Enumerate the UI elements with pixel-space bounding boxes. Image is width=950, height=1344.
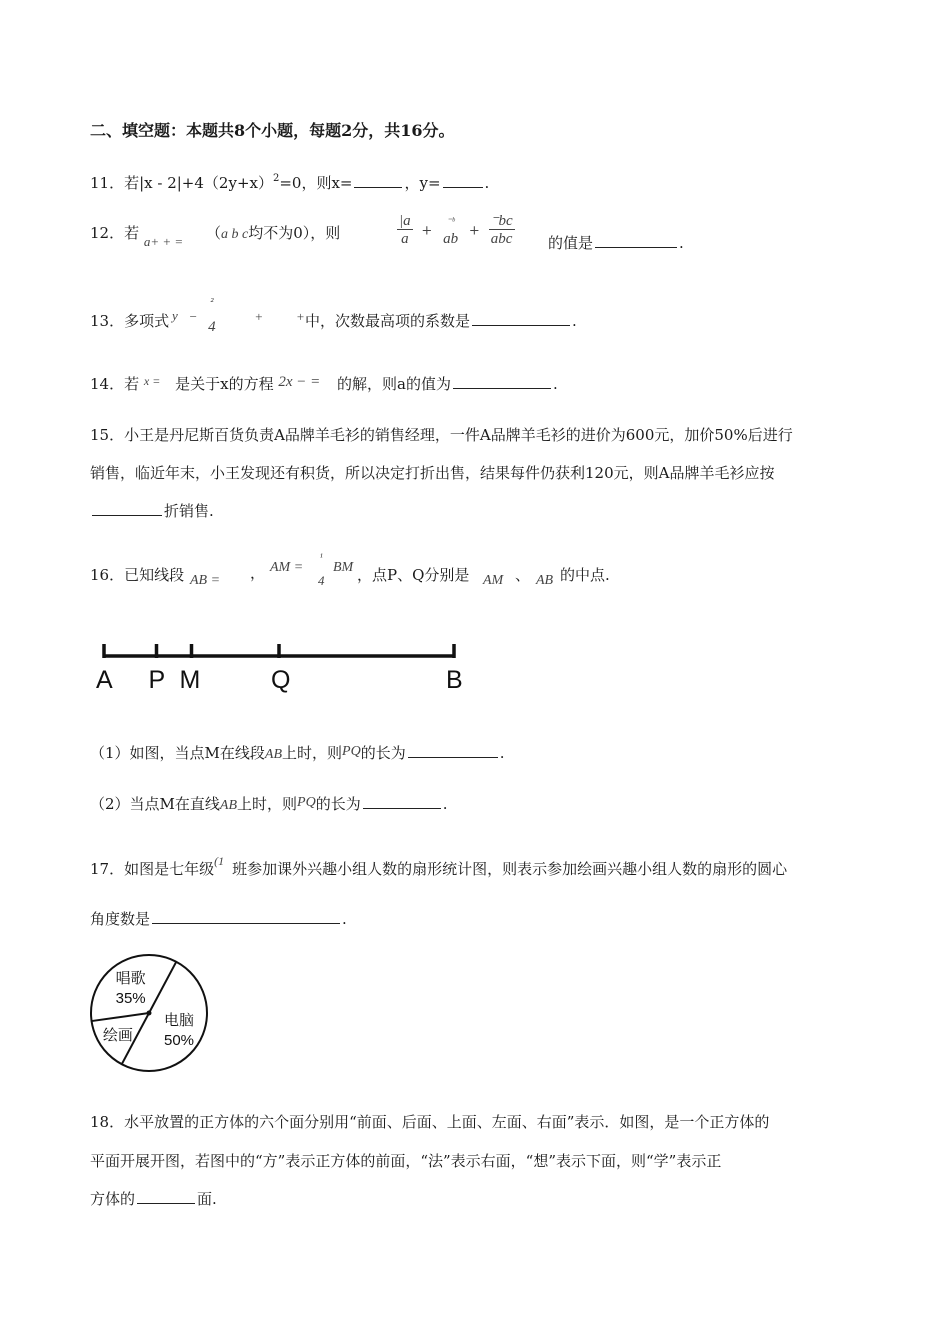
- question-16: [90, 564, 184, 585]
- q16-am-eq: AM =: [270, 560, 304, 575]
- q12-fraction-3: [489, 213, 515, 248]
- q17-text-b: 班参加课外兴趣小组人数的扇形统计图，则表示参加绘画兴趣小组人数的扇形的圆心: [232, 860, 788, 878]
- q12-blank[interactable]: [595, 233, 677, 248]
- q16-1-text-c: 的长为: [360, 744, 406, 762]
- q16-am: AM: [483, 573, 504, 588]
- q12-f3-den: abc: [490, 231, 513, 247]
- q14-equation: 2x − =: [278, 374, 321, 390]
- q13-text-b: 中，次数最高项的系数是: [305, 312, 471, 330]
- q12-tail: [548, 232, 684, 253]
- q15-line-2: 销售，临近年末，小王发现还有积货，所以决定打折出售，结果每件仍获利120元，则A品牌羊毛衫应按: [90, 464, 775, 482]
- q15-line-1: 15．小王是丹尼斯百货负责A品牌羊毛衫的销售经理，一件A品牌羊毛衫的进价为600元，加价50%后进行: [90, 426, 793, 444]
- q17-class: (1: [214, 854, 225, 868]
- q12-condition: 均不为0），则: [248, 224, 341, 242]
- q11-blank-x[interactable]: [354, 173, 402, 188]
- q16-frac-den: 4: [318, 573, 325, 588]
- q14-text-a: 是关于x的方程: [175, 375, 274, 393]
- q15-blank[interactable]: [92, 501, 162, 516]
- segment-label-b: B: [446, 666, 463, 694]
- q16-1-pq: PQ: [342, 744, 361, 759]
- question-16-2: [90, 793, 448, 814]
- q12-tail-text: 的值是: [548, 234, 594, 252]
- pie-center: [147, 1011, 152, 1016]
- q16-1-text-a: （1）如图，当点M在线段: [90, 744, 265, 762]
- q11-blank-y[interactable]: [443, 173, 483, 188]
- pie-label-1: 电脑: [164, 1011, 195, 1029]
- question-14: [90, 373, 558, 394]
- question-16-1: [90, 742, 505, 763]
- q17-number: 17．: [90, 860, 125, 878]
- q16-text-c: 的中点.: [560, 566, 610, 584]
- segment-label-m: M: [179, 666, 201, 694]
- question-13: [90, 310, 169, 331]
- section-heading: 二、填空题：本题共8个小题，每题2分，共16分。: [90, 121, 455, 140]
- q18-blank[interactable]: [137, 1189, 195, 1204]
- q16-2-blank[interactable]: [363, 794, 441, 809]
- q18-line-3: [90, 1188, 217, 1209]
- pie-percent-3: 35%: [115, 989, 146, 1007]
- q16-2-text-a: （2）当点M在直线: [90, 795, 220, 813]
- segment-label-q: Q: [271, 666, 291, 694]
- pie-chart: [86, 951, 212, 1077]
- q16-text-b: ，点P、Q分别是: [357, 566, 470, 584]
- q11-exponent: 2: [272, 173, 280, 184]
- q16-bm: BM: [333, 560, 354, 575]
- segment-label-a: A: [96, 666, 113, 694]
- q12-end: .: [679, 234, 684, 252]
- q13-tail: [305, 310, 577, 331]
- q17-end: .: [342, 910, 347, 928]
- q12-f1-num: |a: [399, 213, 411, 229]
- q12-fraction-1: [397, 213, 413, 248]
- q16-2-ab: AB: [219, 798, 238, 813]
- q14-x-eq: x =: [143, 374, 161, 388]
- segment-diagram: [98, 640, 462, 664]
- q13-number: 13．: [90, 312, 125, 330]
- q18-line-1: 18．水平放置的正方体的六个面分别用“前面、后面、上面、左面、右面”表示．如图，是一个正方体的: [90, 1113, 770, 1131]
- q16-2-text-c: 的长为: [315, 795, 361, 813]
- q16-1-blank[interactable]: [408, 743, 498, 758]
- q16-1-text-b: 上时，则: [282, 744, 343, 762]
- q16-ab-eq: AB =: [190, 573, 221, 588]
- q16-frac: [316, 550, 327, 590]
- q11-text-d: .: [484, 174, 490, 192]
- q14-ruo: 若: [124, 375, 140, 393]
- q12-equation: a+ + =: [143, 234, 184, 249]
- q13-end: .: [572, 312, 577, 330]
- q12-f1-den: a: [401, 231, 409, 247]
- q12-ruo: 若: [124, 224, 140, 242]
- q16-1-end: .: [499, 744, 505, 762]
- q18-line3-b: 面.: [197, 1190, 217, 1208]
- question-12: [90, 222, 341, 249]
- q13-expression: [172, 294, 305, 336]
- q11-text-c: ，y=: [404, 174, 441, 192]
- q12-fractions: [393, 213, 519, 248]
- q16-text-a: 已知线段: [124, 566, 185, 584]
- q17-text-a: 如图是七年级: [124, 860, 215, 878]
- question-11: [90, 172, 489, 193]
- q13-plus-1: +: [254, 309, 264, 324]
- q14-end: .: [553, 375, 558, 393]
- q17-line-2: [90, 908, 347, 929]
- q13-fraction: [206, 294, 218, 336]
- q16-dun: 、: [515, 566, 531, 584]
- q11-text-b: =0，则x=: [279, 174, 353, 192]
- q13-blank[interactable]: [472, 311, 570, 326]
- q12-vars: a b c: [221, 227, 249, 242]
- q11-number: 11．: [90, 174, 125, 192]
- q16-ab: AB: [536, 573, 554, 588]
- q13-text-a: 多项式: [124, 312, 170, 330]
- q13-plus-2: +: [295, 309, 305, 324]
- q17-blank[interactable]: [152, 909, 340, 924]
- q12-f3-num: ⁻bc: [490, 213, 513, 229]
- q12-number: 12．: [90, 224, 125, 242]
- q14-text-b: 的解，则a的值为: [337, 375, 451, 393]
- q18-line3-a: 方体的: [90, 1190, 136, 1208]
- q12-plus-1: +: [421, 223, 433, 239]
- pie-percent-1: 50%: [164, 1031, 195, 1049]
- q12-plus-2: +: [468, 223, 480, 239]
- q14-number: 14．: [90, 375, 125, 393]
- q12-f2-den: ab: [443, 230, 459, 247]
- q11-text-a: 若|x - 2|+4（2y+x）: [124, 174, 273, 192]
- q18-line-2: 平面开展开图，若图中的“方”表示正方体的前面，“法”表示右面，“想”表示下面，则“学”表示正: [90, 1152, 722, 1170]
- q12-fraction-2: [441, 214, 460, 248]
- q17-line2-text: 角度数是: [90, 910, 151, 928]
- q16-1-ab: AB: [264, 747, 283, 762]
- q16-2-text-b: 上时，则: [237, 795, 298, 813]
- pie-label-2: 绘画: [102, 1026, 133, 1044]
- q12-paren: （: [206, 224, 222, 242]
- q16-number: 16．: [90, 566, 125, 584]
- q16-frac-num: ¹: [319, 552, 323, 563]
- question-17: [90, 854, 788, 879]
- q16-2-end: .: [442, 795, 448, 813]
- q12-f2-num: ⁻ᵇ: [446, 215, 455, 227]
- q15-line-3: [90, 500, 214, 521]
- q16-2-pq: PQ: [297, 795, 316, 810]
- q16-fraction: [312, 550, 331, 590]
- q14-blank[interactable]: [453, 374, 551, 389]
- pie-label-3: 唱歌: [115, 969, 146, 987]
- q13-frac-den: 4: [208, 319, 216, 335]
- q16-comma: ，: [250, 564, 266, 582]
- segment-label-p: P: [148, 666, 166, 694]
- q13-y: y: [172, 308, 178, 323]
- q15-tail: 折销售.: [164, 502, 214, 520]
- q13-minus: −: [188, 309, 198, 324]
- q13-frac-num: ²: [210, 296, 214, 308]
